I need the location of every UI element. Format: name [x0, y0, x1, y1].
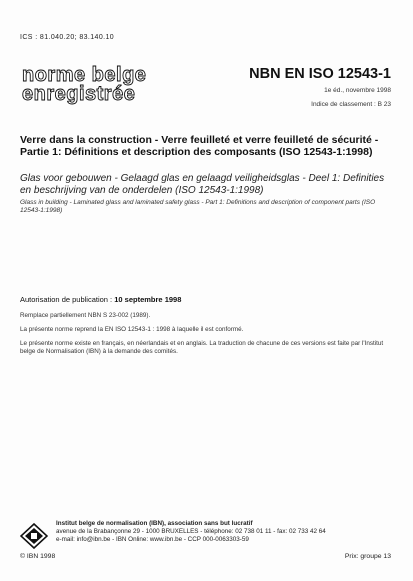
brand-line-1: norme belge: [22, 64, 147, 86]
authorization-label: Autorisation de publication :: [20, 295, 113, 304]
copyright: © IBN 1998: [20, 553, 56, 560]
replaces-note: Remplace partiellement NBN S 23-002 (1989).: [20, 312, 151, 319]
brand-line-2: enregistrée: [22, 83, 136, 105]
translation-note: Le présente norme existe en français, en néerlandais et en anglais. La traduction de chacune de ces versions est faite par l'Institut belge de Normalisation (IBN) à la demande des comités.: [20, 340, 384, 355]
authorization: [20, 295, 181, 304]
institute-address: avenue de la Brabançonne 29 - 1000 BRUXELLES - téléphone: 02 738 01 11 - fax: 02 733 42 64: [56, 528, 326, 535]
footer-info: [56, 520, 396, 544]
institute-contact: e-mail: info@ibn.be - IBN Online: www.ibn.be - CCP 000-0063303-59: [56, 536, 249, 543]
authorization-date: 10 septembre 1998: [114, 295, 182, 304]
price-group: Prix: groupe 13: [344, 553, 391, 560]
title-english: Glass in building - Laminated glass and laminated safety glass - Part 1: Definitions and description of component parts (ISO 12543-1:1998): [20, 199, 376, 214]
classification-index: Indice de classement : B 23: [311, 101, 391, 108]
title-dutch: Glas voor gebouwen - Gelaagd glas en gelaagd veiligheidsglas - Deel 1: Definities en beschrijving van de onderdelen (ISO 12543-1:1998): [20, 173, 385, 196]
institute-name: Institut belge de normalisation (IBN), association sans but lucratif: [56, 520, 253, 527]
brand-title: [22, 66, 172, 104]
takes-over-note: La présente norme reprend la EN ISO 12543-1 : 1998 à laquelle il est conformé.: [20, 326, 244, 333]
ibn-logo-icon: [20, 523, 48, 549]
ics-code: ICS : 81.040.20; 83.140.10: [20, 34, 115, 41]
edition-date: 1e éd., novembre 1998: [324, 87, 391, 94]
standard-number: NBN EN ISO 12543-1: [249, 66, 391, 82]
title-french: Verre dans la construction - Verre feuilleté et verre feuilleté de sécurité - Partie 1: Définitions et description des composants (ISO 12543-1:1998): [20, 134, 379, 158]
